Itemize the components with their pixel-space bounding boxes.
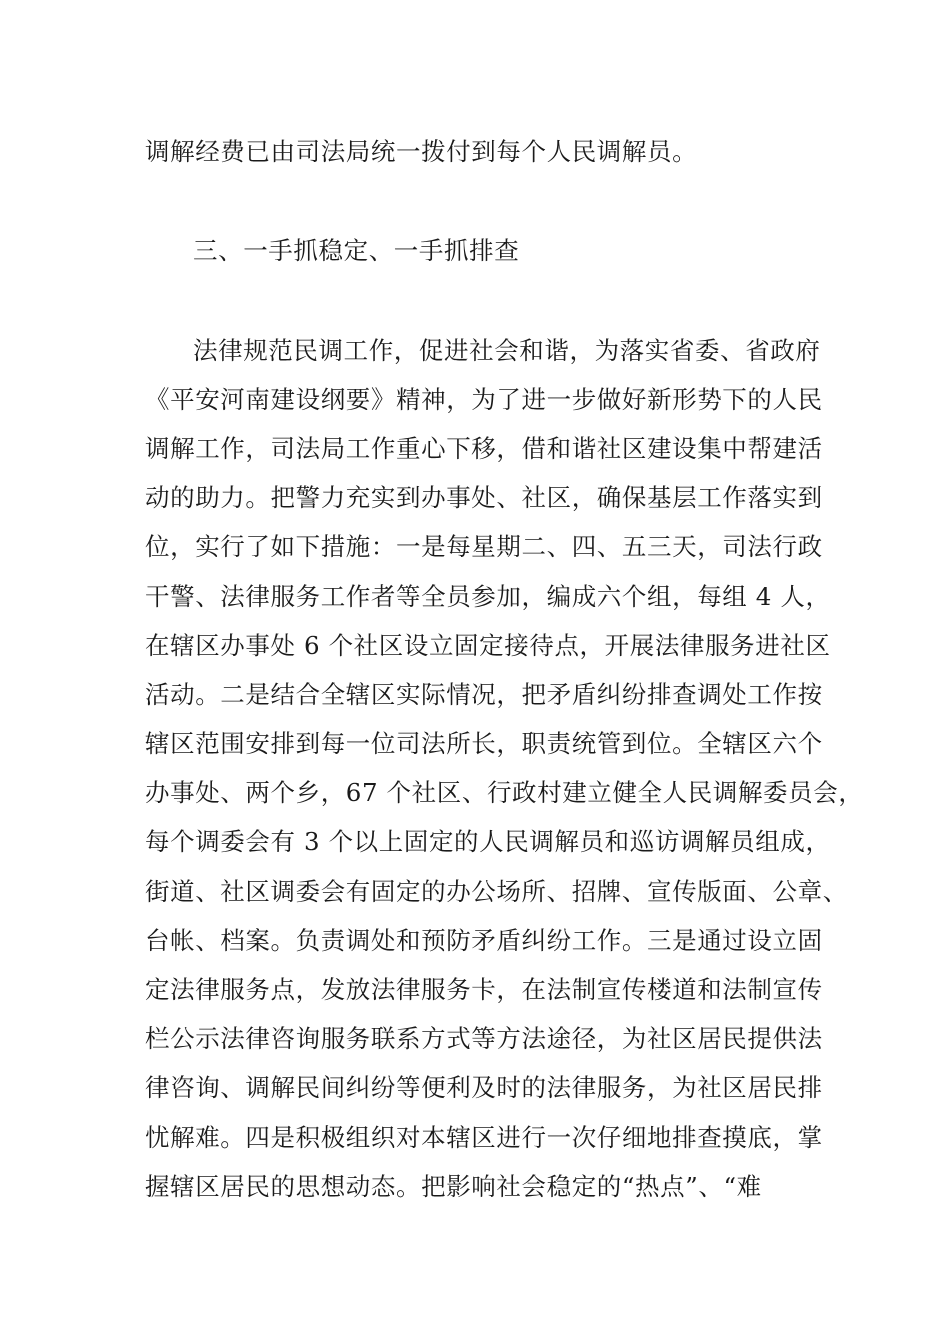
paragraph-line: 定法律服务点，发放法律服务卡，在法制宣传楼道和法制宣传 bbox=[145, 975, 823, 1004]
paragraph-line-first: 法律规范民调工作，促进社会和谐，为落实省委、省政府 bbox=[193, 336, 821, 365]
paragraph-line: 调解工作，司法局工作重心下移，借和谐社区建设集中帮建活 bbox=[145, 434, 823, 463]
paragraph-line: 办事处、两个乡，67 个社区、行政村建立健全人民调解委员会， bbox=[145, 778, 864, 807]
section-heading: 三、一手抓稳定、一手抓排查 bbox=[193, 236, 520, 265]
paragraph-line: 握辖区居民的思想动态。把影响社会稳定的“热点”、“难 bbox=[145, 1172, 762, 1201]
paragraph-line: 每个调委会有 3 个以上固定的人民调解员和巡访调解员组成， bbox=[145, 827, 831, 856]
paragraph-line: 律咨询、调解民间纠纷等便利及时的法律服务，为社区居民排 bbox=[145, 1073, 823, 1102]
paragraph-line: 辖区范围安排到每一位司法所长，职责统管到位。全辖区六个 bbox=[145, 729, 823, 758]
paragraph-line: 动的助力。把警力充实到办事处、社区，确保基层工作落实到 bbox=[145, 483, 823, 512]
paragraph-line: 位，实行了如下措施：一是每星期二、四、五三天，司法行政 bbox=[145, 532, 823, 561]
paragraph-line-continuation: 调解经费已由司法局统一拨付到每个人民调解员。 bbox=[145, 137, 698, 166]
paragraph-line: 忧解难。四是积极组织对本辖区进行一次仔细地排查摸底，掌 bbox=[145, 1123, 823, 1152]
paragraph-line: 在辖区办事处 6 个社区设立固定接待点，开展法律服务进社区 bbox=[145, 631, 831, 660]
paragraph-line: 干警、法律服务工作者等全员参加，编成六个组，每组 4 人， bbox=[145, 582, 831, 611]
paragraph-line: 台帐、档案。负责调处和预防矛盾纠纷工作。三是通过设立固 bbox=[145, 926, 823, 955]
paragraph-line: 《平安河南建设纲要》精神，为了进一步做好新形势下的人民 bbox=[145, 385, 823, 414]
paragraph-line: 活动。二是结合全辖区实际情况，把矛盾纠纷排查调处工作按 bbox=[145, 680, 823, 709]
paragraph-line: 街道、社区调委会有固定的办公场所、招牌、宣传版面、公章、 bbox=[145, 877, 848, 906]
paragraph-line: 栏公示法律咨询服务联系方式等方法途径，为社区居民提供法 bbox=[145, 1024, 823, 1053]
